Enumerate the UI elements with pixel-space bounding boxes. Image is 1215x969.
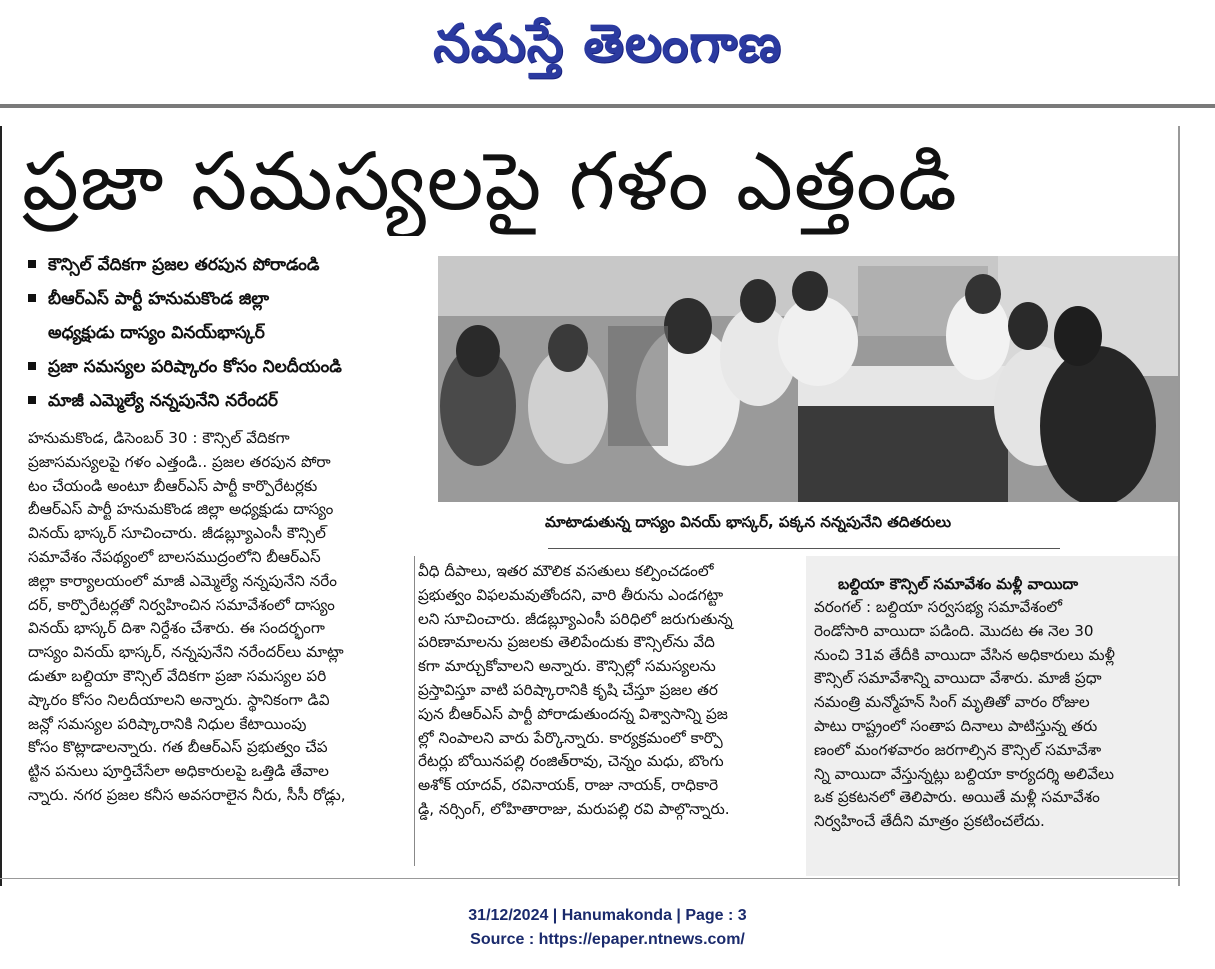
text-line: హనుమకొండ, డిసెంబర్ 30 : కౌన్సిల్ వేదికగా [28, 429, 290, 447]
text-line: వినయ్ భాస్కర్ సూచించారు. జీడబ్ల్యూఎంసీ కౌన్సిల్ [28, 524, 326, 543]
text-line: రేటర్లు బోయినపల్లి రంజిత్‌రావు, చెన్నం మధు, బొంగు [418, 752, 724, 771]
bullet-square-icon [28, 362, 36, 370]
text-line: ట్టిన పనులు పూర్తిచేసేలా అధికారులపై ఒత్తిడి తేవాల [28, 762, 329, 781]
article-headline: ప్రజా సమస్యలపై గళం ఎత్తండి [22, 135, 958, 228]
text-line: డుతూ బల్దియా కౌన్సిల్ వేదికగా ప్రజా సమస్యల పరి [28, 666, 327, 685]
bullet-text: కౌన్సిల్ వేదికగా ప్రజల తరపున పోరాడండి [48, 255, 320, 275]
bullet-text: మాజీ ఎమ్మెల్యే నన్నపునేని నరేందర్ [48, 391, 278, 411]
text-line: నిర్వహించే తేదీని మాత్రం ప్రకటించలేదు. [814, 812, 1045, 831]
text-line: అశోక్ యాదవ్, రవినాయక్, రాజు నాయక్, రాధికారె [418, 776, 719, 795]
text-line: న్ని వాయిదా వేస్తున్నట్లు బల్దియా కార్యదర్శి అలివేలు [814, 764, 1115, 783]
newspaper-logo: నమస్తే తెలంగాణ [433, 13, 782, 74]
meeting-photo-illustration [438, 256, 1178, 502]
text-line: ప్రభుత్వం విఫలమవుతోందని, వారి తీరును ఎండగట్టా [418, 585, 724, 604]
text-line: ఒక ప్రకటనలో తెలిపారు. అయితే మళ్లీ సమావేశం [814, 788, 1100, 807]
bullet-item-continued [28, 316, 428, 350]
bullet-item [28, 282, 428, 316]
text-line: కగా మార్చుకోవాలని అన్నారు. కౌన్సిల్లో సమస్యలను [418, 657, 716, 676]
bullet-text: ప్రజా సమస్యల పరిష్కారం కోసం నిలదీయండి [48, 357, 342, 377]
text-line: జన్లో సమస్యల పరిష్కారానికి నిధుల కేటాయింపు [28, 714, 307, 733]
bullet-square-icon [28, 396, 36, 404]
sidebar-story [814, 572, 1174, 834]
text-line: పాటు రాష్ట్రంలో సంతాప దినాలు పాటిస్తున్న తరు [814, 716, 1098, 735]
page-footer [0, 904, 1215, 952]
bullet-text: బీఆర్ఎస్ పార్టీ హనుమకొండ జిల్లా [48, 289, 270, 309]
text-line: దర్, కార్పొరేటర్లతో నిర్వహించిన సమావేశంలో దాస్యం [28, 595, 335, 614]
bottom-divider [0, 878, 1180, 879]
text-line: కౌన్సిల్ సమావేశాన్ని వాయిదా వేశారు. మాజీ ప్రధా [814, 669, 1102, 688]
page-border-left [0, 126, 2, 886]
text-line: ణంలో మంగళవారం జరగాల్సిన కౌన్సిల్ సమావేశా [814, 740, 1102, 759]
column-divider [414, 556, 415, 866]
text-line: ష్కారం కోసం నిలదీయాలని అన్నారు. స్థానికంగా డివి [28, 690, 330, 709]
text-line: దాస్యం వినయ్ భాస్కర్, నన్నపునేని నరేందర్‌లు మాట్లా [28, 643, 344, 662]
footer-meta: 31/12/2024 | Hanumakonda | Page : 3 [468, 907, 747, 924]
bullet-text: అధ్యక్షుడు దాస్యం వినయ్‌భాస్కర్ [48, 323, 265, 343]
bullet-item [28, 384, 428, 418]
bullet-square-icon [28, 294, 36, 302]
footer-source-link[interactable]: Source : https://epaper.ntnews.com/ [470, 931, 745, 948]
text-line: వీధి దీపాలు, ఇతర మౌలిక వసతులు కల్పించడంలో [418, 562, 714, 580]
bullet-square-icon [28, 260, 36, 268]
text-line: పరిణామాలను ప్రజలకు తెలిపేందుకు కౌన్సిల్‌ను వేది [418, 633, 715, 652]
masthead [0, 0, 1215, 100]
text-line: బీఆర్ఎస్ పార్టీ హనుమకొండ జిల్లా అధ్యక్షుడు దాస్యం [28, 500, 334, 519]
text-line: ల్లో నింపాలని వారు పేర్కొన్నారు. కార్యక్రమంలో కార్పొ [418, 728, 723, 747]
text-line: జిల్లా కార్యాలయంలో మాజీ ఎమ్మెల్యే నన్నపునేని నరేం [28, 571, 338, 590]
page-border-right [1178, 126, 1180, 886]
text-line: డ్డి, నర్సింగ్, లోహితారాజు, మరుపల్లి రవి పాల్గొన్నారు. [418, 799, 730, 818]
text-line: టం చేయండి అంటూ బీఆర్ఎస్ పార్టీ కార్పొరేటర్లకు [28, 476, 318, 495]
text-line: ప్రజాసమస్యలపై గళం ఎత్తండి.. ప్రజల తరపున పోరా [28, 452, 331, 471]
sidebar-story-title: బల్దియా కౌన్సిల్ సమావేశం మళ్లీ వాయిదా [838, 575, 1079, 593]
text-line: న్నారు. నగర ప్రజల కనీస అవసరాలైన నీరు, సీసీ రోడ్లు, [28, 785, 346, 804]
text-line: నుంచి 31వ తేదీకి వాయిదా వేసిన అధికారులు మళ్లీ [814, 645, 1115, 664]
text-line: పున బీఆర్ఎస్ పార్టీ పోరాడుతుందన్న విశ్వాసాన్ని ప్రజ [418, 704, 728, 723]
text-line: ప్రస్తావిస్తూ వాటి పరిష్కారానికి కృషి చేస్తూ ప్రజల తర [418, 680, 718, 699]
text-line: వినయ్ భాస్కర్ దిశా నిర్దేశం చేశారు. ఈ సందర్భంగా [28, 619, 325, 638]
text-line: నమంత్రి మన్మోహన్ సింగ్ మృతితో వారం రోజుల [814, 693, 1090, 712]
news-photo [438, 256, 1178, 502]
text-line: కోసం కొట్లాడాలన్నారు. గత బీఆర్ఎస్ ప్రభుత్వం చేప [28, 738, 328, 757]
highlight-bullets [28, 248, 428, 418]
photo-caption: మాటాడుతున్న దాస్యం వినయ్ భాస్కర్, పక్కన నన్నపునేని తదితరులు [544, 513, 952, 531]
caption-underline [548, 548, 1060, 549]
masthead-divider [0, 104, 1215, 108]
text-line: లని సూచించారు. జీడబ్ల్యూఎంసీ పరిధిలో జరుగుతున్న [418, 609, 733, 628]
bullet-item [28, 350, 428, 384]
bullet-item [28, 248, 428, 282]
text-line: రెండోసారి వాయిదా పడింది. మొదట ఈ నెల 30 [814, 621, 1094, 640]
article-column-2 [418, 560, 790, 822]
text-line: వరంగల్ : బల్దియా సర్వసభ్య సమావేశంలో [814, 598, 1063, 616]
text-line: సమావేశం నేపథ్యంలో బాలసముద్రంలోని బీఆర్ఎస్ [28, 547, 321, 566]
article-column-1 [28, 427, 410, 808]
